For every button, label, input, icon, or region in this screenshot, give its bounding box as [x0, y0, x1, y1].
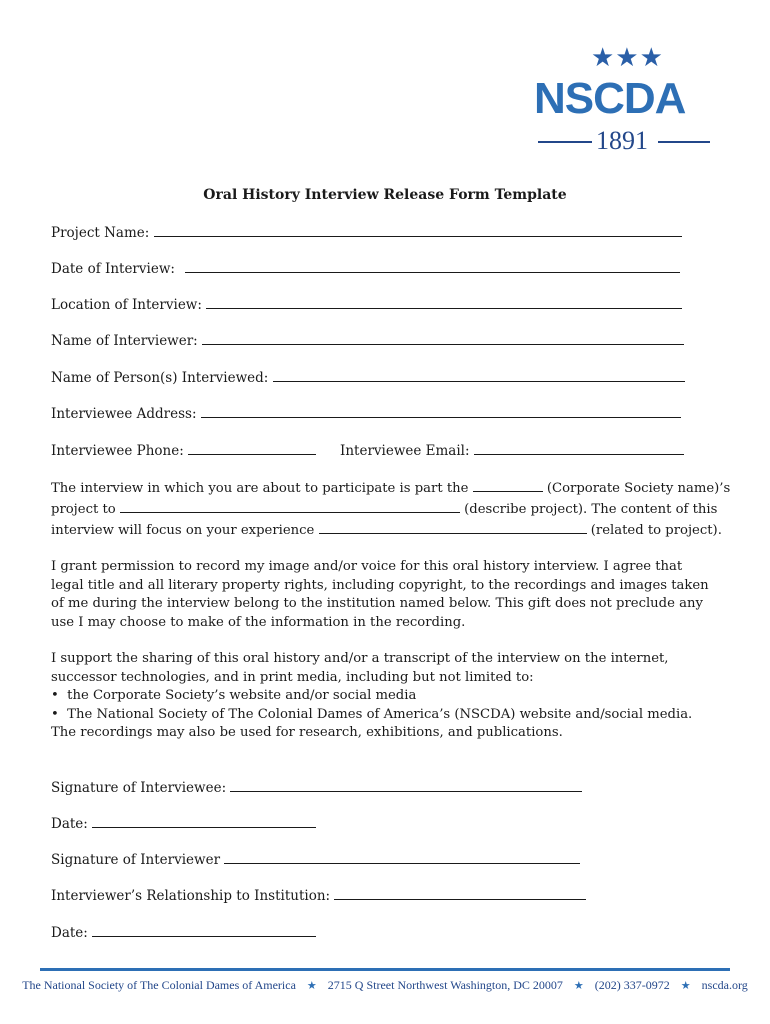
footer-address: 2715 Q Street Northwest Washington, DC 20007	[327, 978, 563, 992]
interviewer-name-row	[51, 332, 684, 350]
intro-line-1	[51, 478, 731, 499]
permission-paragraph: I grant permission to record my image and/or voice for this oral history interview. I agree that legal title and all literary property rights, including copyright, to the recordings and images taken of me during the interview belong to the institution named below. This gift does not preclude any use I may choose to make of the information in the recording.	[51, 559, 709, 630]
page-title: Oral History Interview Release Form Template	[203, 187, 567, 203]
bullet-1-text: the Corporate Society’s website and/or social media	[67, 688, 417, 703]
intro-text-1b: (Corporate Society name)’s	[546, 481, 731, 496]
footer-rule	[40, 968, 730, 971]
date-1-blank[interactable]	[92, 815, 316, 828]
persons-interviewed-label: Name of Person(s) Interviewed:	[51, 370, 269, 386]
date-of-interview-row	[51, 260, 680, 278]
interviewee-signature-row	[51, 779, 582, 797]
sharing-bullet-2: • The National Society of The Colonial Dames of America’s (NSCDA) website and/social media.	[51, 706, 693, 722]
intro-line-2	[51, 499, 718, 520]
nscda-logo	[534, 44, 734, 164]
address-blank[interactable]	[201, 405, 681, 418]
date-2-row	[51, 924, 316, 942]
star-icon: ★	[573, 979, 584, 992]
intro-text-3a: interview will focus on your experience	[51, 523, 315, 538]
email-blank[interactable]	[474, 442, 684, 455]
star-icon: ★	[306, 979, 317, 992]
logo-wordmark: NSCDA	[534, 74, 686, 123]
sharing-closing: The recordings may also be used for research, exhibitions, and publications.	[51, 725, 563, 740]
footer-phone: (202) 337-0972	[594, 978, 670, 992]
logo-rule-left	[538, 141, 592, 143]
relationship-label: Interviewer’s Relationship to Institution:	[51, 888, 331, 904]
date-2-blank[interactable]	[92, 924, 316, 937]
persons-interviewed-blank[interactable]	[273, 369, 685, 382]
location-label: Location of Interview:	[51, 297, 202, 313]
address-row	[51, 405, 681, 423]
intro-text-2a: project to	[51, 502, 116, 517]
email-row	[340, 442, 684, 460]
date-1-label: Date:	[51, 816, 88, 832]
logo-year: 1891	[596, 126, 648, 155]
relationship-blank[interactable]	[334, 887, 586, 900]
intro-text-3b: (related to project).	[590, 523, 722, 538]
intro-text-1a: The interview in which you are about to participate is part the	[51, 481, 469, 496]
phone-blank[interactable]	[188, 442, 316, 455]
bullet-2-text: The National Society of The Colonial Dames of America’s (NSCDA) website and/social media.	[67, 706, 693, 722]
date-of-interview-blank[interactable]	[185, 260, 680, 273]
persons-interviewed-row	[51, 369, 685, 387]
experience-blank[interactable]	[319, 522, 587, 534]
star-icon: ★	[680, 979, 691, 992]
footer-website-link[interactable]: nscda.org	[701, 978, 748, 992]
location-blank[interactable]	[206, 296, 682, 309]
interviewer-signature-blank[interactable]	[224, 851, 580, 864]
interviewer-signature-row	[51, 851, 580, 869]
project-name-label: Project Name:	[51, 225, 150, 241]
interviewee-signature-blank[interactable]	[230, 779, 582, 792]
project-name-blank[interactable]	[154, 224, 682, 237]
interviewee-signature-label: Signature of Interviewee:	[51, 780, 227, 796]
describe-project-blank[interactable]	[120, 501, 460, 513]
date-2-label: Date:	[51, 925, 88, 941]
sharing-bullet-1: • the Corporate Society’s website and/or social media	[51, 688, 417, 703]
date-1-row	[51, 815, 316, 833]
project-name-row	[51, 224, 682, 242]
interviewer-name-label: Name of Interviewer:	[51, 333, 198, 349]
relationship-row	[51, 887, 586, 905]
sharing-section	[51, 650, 711, 743]
email-label: Interviewee Email:	[340, 443, 470, 459]
interviewer-signature-label: Signature of Interviewer	[51, 852, 221, 868]
sharing-lead: I support the sharing of this oral history and/or a transcript of the interview on the internet, successor technologies, and in print media, including but not limited to:	[51, 651, 669, 685]
phone-label: Interviewee Phone:	[51, 443, 184, 459]
footer	[0, 978, 770, 993]
footer-org: The National Society of The Colonial Dames of America	[22, 978, 296, 992]
logo-rule-right	[658, 141, 710, 143]
interviewer-name-blank[interactable]	[202, 332, 684, 345]
society-name-blank[interactable]	[473, 480, 543, 492]
intro-text-2b: (describe project). The content of this	[464, 502, 718, 517]
intro-paragraph	[51, 478, 731, 541]
stars-icon: ★★★	[591, 43, 664, 73]
phone-row	[51, 442, 316, 460]
location-row	[51, 296, 682, 314]
address-label: Interviewee Address:	[51, 406, 197, 422]
date-of-interview-label: Date of Interview:	[51, 261, 175, 277]
intro-line-3	[51, 520, 722, 541]
